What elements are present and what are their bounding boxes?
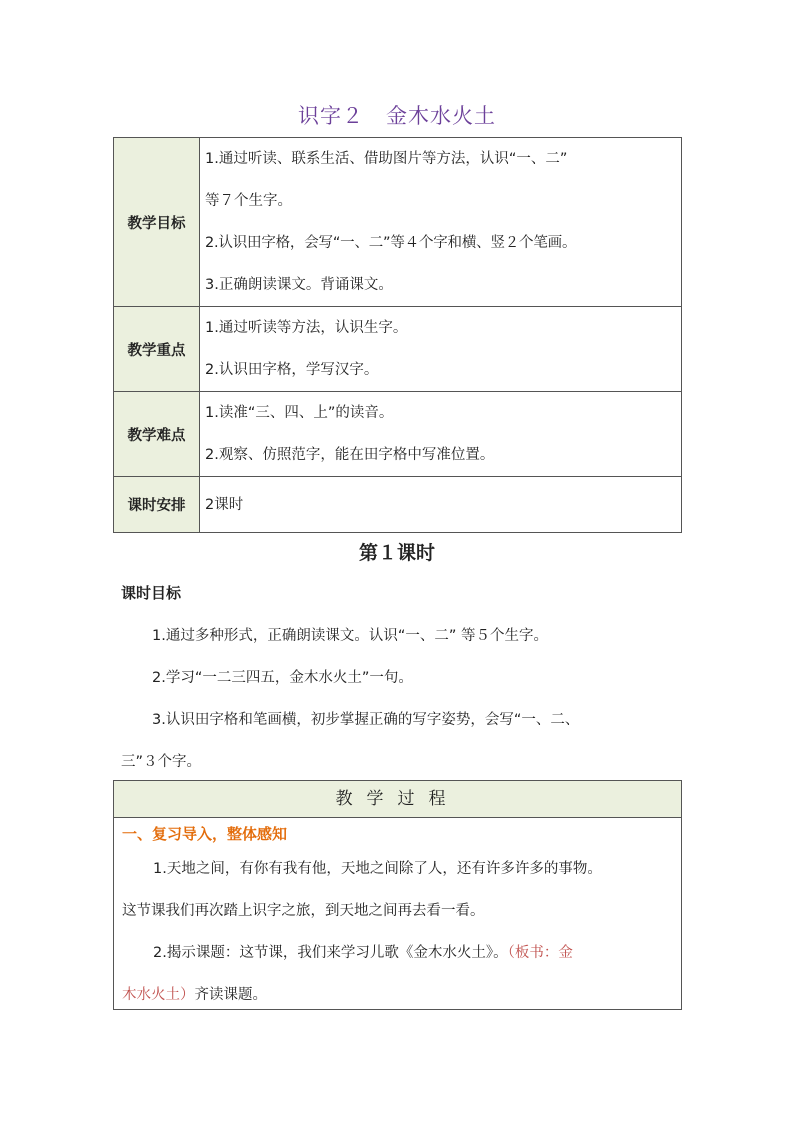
goal-item: 2.学习“一二三四五，金木水火土”一句。 — [152, 670, 413, 686]
board-note: （板书：金 — [507, 945, 573, 961]
board-note: 木水火土） — [122, 987, 195, 1003]
content-line: 1.通过听读等方法，认识生字。 — [205, 320, 408, 336]
content-line: 1.读准“三、四、上”的读音。 — [205, 405, 394, 421]
content-line: 2.认识田字格，会写“一、二”等４个字和横、竖２个笔画。 — [205, 235, 577, 251]
teaching-info-table — [113, 137, 682, 533]
title-part-2: 金木水火土 — [386, 104, 496, 128]
process-heading: 教学过程 — [114, 781, 681, 818]
teaching-process-box — [113, 780, 682, 1010]
table-row — [114, 477, 682, 533]
paragraph-text: 齐读课题。 — [194, 987, 267, 1003]
paragraph-line — [153, 941, 573, 962]
goal-item: 1.通过多种形式，正确朗读课文。认识“一、二” 等５个生字。 — [152, 628, 548, 644]
row-content — [200, 138, 682, 307]
content-line: 2.观察、仿照范字，能在田字格中写准位置。 — [205, 447, 495, 463]
paragraph-text: 2.揭示课题：这节课，我们来学习儿歌《金木水火土》。 — [153, 945, 508, 961]
content-line: 2课时 — [205, 496, 244, 513]
row-content — [200, 392, 682, 477]
paragraph-line: 这节课我们再次踏上识字之旅，到天地之间再去看一看。 — [122, 903, 485, 919]
row-content — [200, 307, 682, 392]
row-label: 教学目标 — [114, 138, 200, 307]
content-line: 3.正确朗读课文。背诵课文。 — [205, 277, 393, 293]
goal-item: 3.认识田字格和笔画横，初步掌握正确的写字姿势，会写“一、二、 — [152, 712, 580, 728]
content-line: 1.通过听读、联系生活、借助图片等方法，认识“一、二” — [205, 151, 568, 167]
section-title: 一、复习导入，整体感知 — [122, 825, 288, 843]
content-line: 2.认识田字格，学写汉字。 — [205, 362, 379, 378]
goal-item: 三”３个字。 — [121, 754, 202, 770]
lesson-title: 第１课时 — [358, 542, 435, 564]
table-row — [114, 307, 682, 392]
row-label: 教学重点 — [114, 307, 200, 392]
paragraph-line — [122, 983, 267, 1004]
table-row — [114, 392, 682, 477]
row-content — [200, 477, 682, 533]
row-label: 教学难点 — [114, 392, 200, 477]
row-label: 课时安排 — [114, 477, 200, 533]
goal-heading: 课时目标 — [121, 584, 182, 602]
paragraph-line: 1.天地之间，有你有我有他，天地之间除了人，还有许多许多的事物。 — [153, 861, 602, 877]
document-title — [0, 100, 794, 132]
title-part-1: 识字２ — [298, 104, 364, 128]
table-row — [114, 138, 682, 307]
content-line: 等７个生字。 — [205, 193, 292, 209]
